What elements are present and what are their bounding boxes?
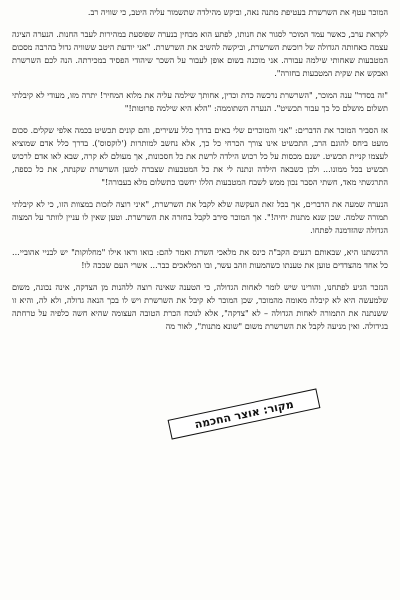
paragraph-6: הרגשתנו היא, שבאותם רגעים הקב"ה כינס את מלאכי השרת ואמר להם: בואו וראו אילו "מחלוקות" יש לבניי אהוביי... כל אחד מהצדדים טוען את טענתו כשהמעות וזהב עשר, ובו המלאכים כבר... אשרי העם שככה לו!	[12, 247, 388, 270]
stamp-text: מקור: אוצר החכמה	[193, 397, 295, 431]
paragraph-5: הנערה שמעה את הדברים, אך בכל זאת העקשה שלא לקבל את השרשרת, "איני רוצה לזכות במצוות הזו, כי לא קיבלתי תמורה שלמה. שכן שנא מתנות יחיה!". אך המוכר סירב לקבל בחזרה את השרשרת. וטען שאין לו עניין לוותר על המצוה הגדולה שהזדמנה לפתחו.	[12, 199, 388, 235]
paragraph-1: המוכר עטף את השרשרת בעטיפת מתנה נאה, וביקש מהילדה שתשמור עליה היטב, כי שוויה רב.	[87, 7, 388, 17]
paragraph-7: הנזכר הגיע לפתחנו, והורינו שיש לומר לאחות הגדולה, כי הטענה שאינה רוצה ללהנות מן הצדקה, אינה נכונה, משום שלמעשה היא לא קיבלה מאומה מהמוכר, שכן המוכר לא קיבל את השרשרת ויש לו בכך הנאה גדולה, ולא לה, והיא זו ששנתנה את התמורה לאחות הגדולה – לא "צדקה", אלא לנוכח הכרת הטובה העצומה שהיא חשה כלפיה על טרחתה בגידולה. ואין מניעה לקבל את השרשרת משום "שונא מתנות", לאור מה	[12, 282, 388, 331]
paragraph-3: "זה בסדר" ענה המוכר, "השרשרת נרכשה כדת וכדין, אחותך שילמה עליה את מלוא המחיר! יתרה מזו, מעודי לא קיבלתי תשלום מושלם כל כך עבור תכשיט". הנערה השתוממה: "הלא היא שילמה פרוטות!"	[12, 90, 388, 113]
watermark-stamp	[168, 388, 321, 439]
paragraph-2: לקראת ערב, כאשר עמד המוכר לסגור את חנותו, לפתע הוא מבחין בנערה שפוסעת במהירות לעבר החנות. הנערה הציגה עצמה כאחותה הגדולה של רוכשת השרשרת, וביקשה להשיב את השרשרת. "אני יודעת היטב ששוויה גדול בהרבה מסכום המטבעות שאחותי שילמה עבורה. אני מוכנה בשום אופן לעבור על השכר שיהודי הפסיד במכירתה. הנה לכם השרשרת ואבקש את שקית המטבעות בחזרה".	[12, 29, 388, 78]
paragraph-4: אז הסביר המוכר את הדברים: "אני והמוכרים שלי באים בדרך כלל עשירים, והם קונים תכשיט בכמה אלפי שקלים. סכום מועט ביחס להונם הרב, התכשיט אינו צורך הכרחי כל כך, אלא נחשב למותרות ('לוקסוס'). בדרך כלל אדם שמוציא לעצמו קניית תכשיט. ישנם מכסות על כל רכוש הילדה לרשת את כל חסכונות, אך מעולם לא קרה, שבא לאו אדם לרכוש תכשיט בכל ממונו... ולכן כשבאה הילדה ונתנה לי את כל המטבעות שצברה למען השרשרת שקנתה, את כל כספה, התרגשתי מאד, חשתי הסבר נכון ממש לשבח המטבעות הללו יחשבו כתשלום מלא בעבורה!"	[12, 125, 388, 187]
